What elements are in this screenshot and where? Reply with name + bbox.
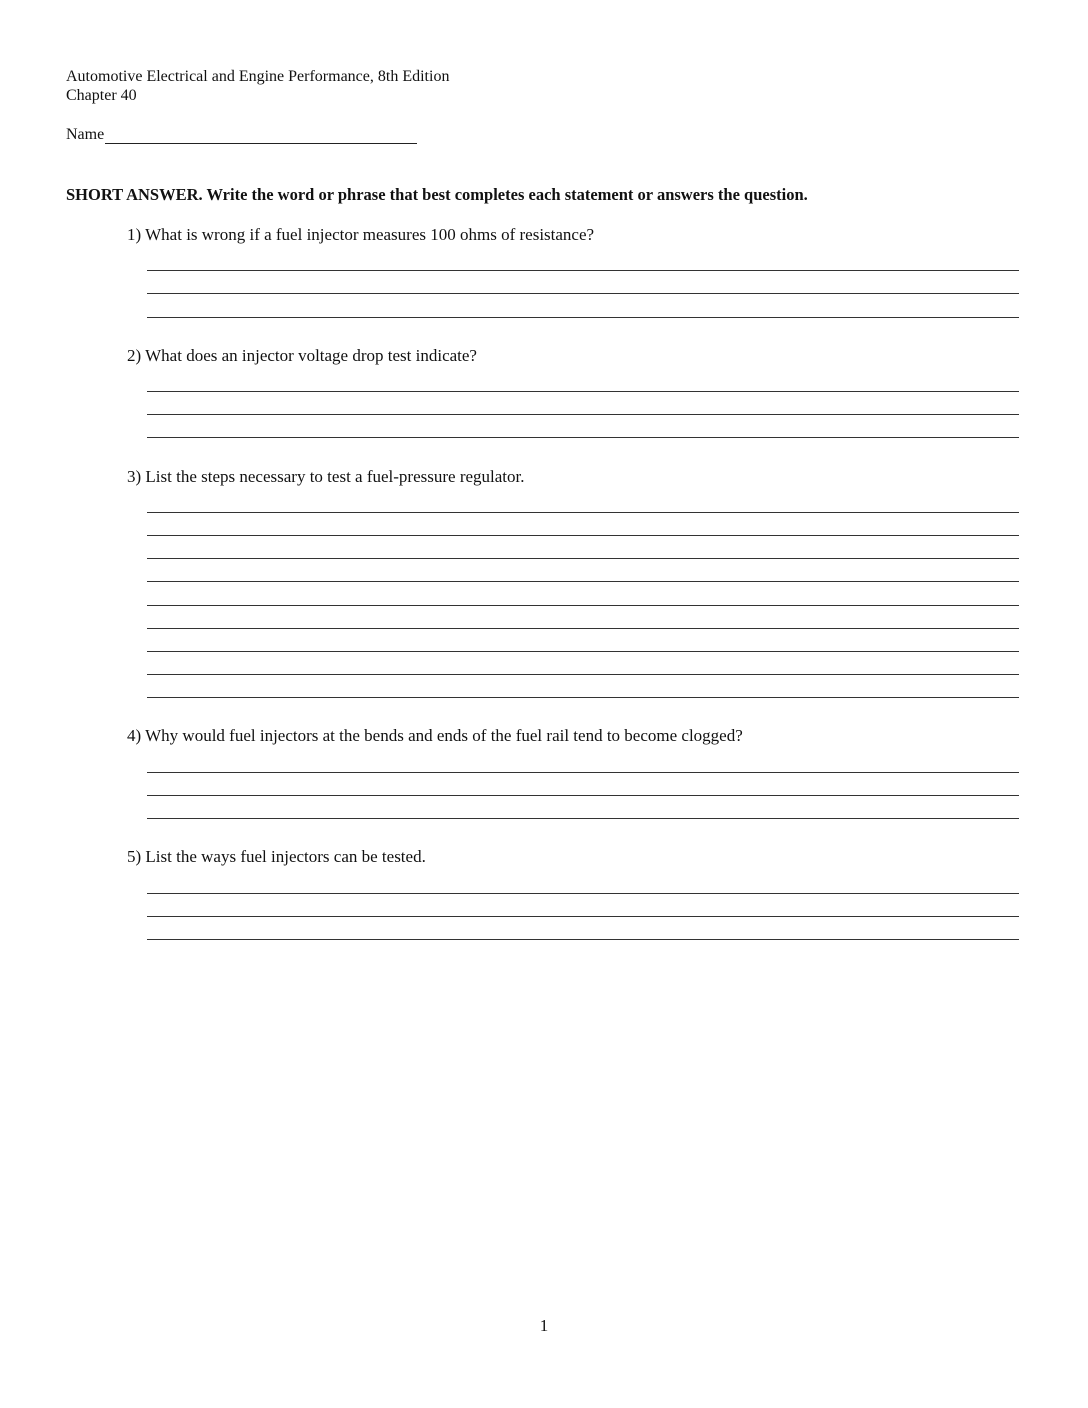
answer-line[interactable] [147,651,1019,652]
answer-line[interactable] [147,414,1019,415]
answer-line[interactable] [147,270,1019,271]
book-title: Automotive Electrical and Engine Performance, 8th Edition [66,68,450,85]
answer-line[interactable] [147,512,1019,513]
answer-line[interactable] [147,697,1019,698]
answer-line[interactable] [147,893,1019,894]
answer-line[interactable] [147,818,1019,819]
answer-line[interactable] [147,535,1019,536]
question-number: 3) [127,467,142,486]
question-5 [127,847,426,867]
answer-line[interactable] [147,628,1019,629]
instructions: SHORT ANSWER. Write the word or phrase that best completes each statement or answers the question. [66,185,808,204]
answer-line[interactable] [147,317,1019,318]
answer-line[interactable] [147,772,1019,773]
question-text: What does an injector voltage drop test indicate? [145,346,477,365]
answer-line[interactable] [147,391,1019,392]
question-number: 1) [127,225,142,244]
answer-line[interactable] [147,939,1019,940]
question-text: What is wrong if a fuel injector measures 100 ohms of resistance? [145,225,595,244]
answer-line[interactable] [147,558,1019,559]
answer-line[interactable] [147,437,1019,438]
question-text: Why would fuel injectors at the bends and ends of the fuel rail tend to become clogged? [145,726,743,745]
question-text: List the steps necessary to test a fuel-pressure regulator. [145,467,525,486]
document-header [66,67,449,105]
question-number: 4) [127,726,142,745]
question-1 [127,225,594,245]
answer-line[interactable] [147,293,1019,294]
question-3 [127,467,525,487]
name-field[interactable] [105,126,417,144]
answer-line[interactable] [147,581,1019,582]
chapter-label: Chapter 40 [66,87,137,104]
question-2 [127,346,477,366]
name-label: Name [66,126,105,143]
answer-line[interactable] [147,674,1019,675]
answer-line[interactable] [147,605,1019,606]
page-number: 1 [539,1316,549,1335]
answer-line[interactable] [147,916,1019,917]
question-number: 2) [127,346,142,365]
question-number: 5) [127,847,142,866]
question-text: List the ways fuel injectors can be tested. [145,847,426,866]
name-row [66,126,417,144]
answer-line[interactable] [147,795,1019,796]
question-4 [127,726,743,746]
